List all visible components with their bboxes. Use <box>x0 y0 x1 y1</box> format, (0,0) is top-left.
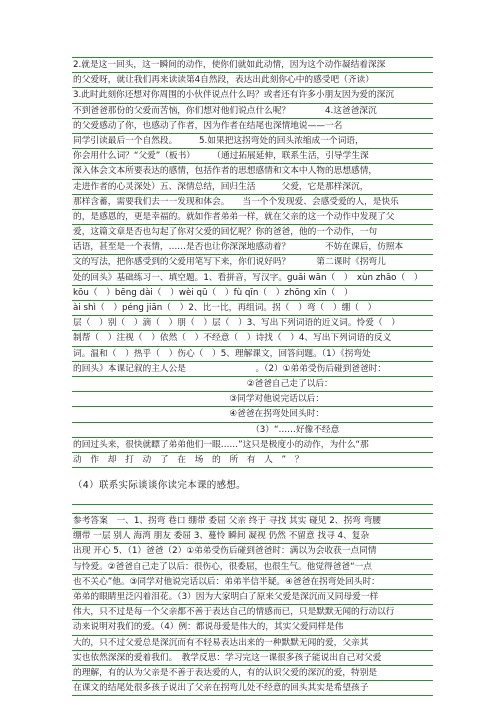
text-line-text: 的，是感恩的，更是幸福的。就如作者弟弟一样，就在父亲的这一个动作中发现了父 <box>73 211 395 222</box>
answer-line-text: 在课文的结尾处很多孩子说出了父亲在拐弯儿处不经意的回头其实是希望孩子 <box>73 683 369 694</box>
text-line-row <box>72 316 433 331</box>
document-body-answers <box>72 514 433 696</box>
text-line-text: 的回头》本课记叙的主人公是 。（2）①弟弟受伤后碰到爸爸时： <box>73 363 387 374</box>
text-line-text: 动 作 却 打 动 了 在 场 的 所 有 人 ” ？ <box>73 454 304 465</box>
discussion-question: （4）联系实际谈谈你读完本课的感想。 <box>73 480 246 492</box>
answer-line-text: 与怜爱。②爸爸自己走了以后：很伤心，很委屈，也很生气。他觉得爸爸“一点 <box>73 561 372 572</box>
text-line-row <box>72 57 433 73</box>
document-body-top <box>72 57 433 468</box>
text-line-text: 文的写法，把你感受到的父爱用笔写下来，你们说好吗？ 第二课时《拐弯儿 <box>73 257 386 268</box>
answer-line-text: 出现 开心 5、（1）爸爸（2）①弟弟受伤后碰到爸爸时：满以为会收获一点同情 <box>73 546 377 557</box>
text-line-row <box>72 210 433 225</box>
answer-line-row <box>72 636 433 651</box>
text-line-text: 深入体会文本所要表达的感情，包括作者的思想感情和文本中人物的思想感情， <box>73 166 378 177</box>
answer-line-text: 动来说明对我们的爱。（4）例：都说母爱是伟大的，其实父爱同样是伟 <box>73 622 344 633</box>
answer-line-text: 参考答案 一、1、拐弯 巷口 绷带 委屈 父亲 终于 寻找 其实 碰见 2、拐弯 弯腰 <box>73 516 381 527</box>
answer-line-row <box>72 666 433 681</box>
text-line-text: 词。温和（ ）热乎（ ）伤心（ ）5、理解课文，回答问题。（1）《拐弯处 <box>73 348 371 359</box>
text-line-row <box>72 347 433 362</box>
text-line-row <box>72 73 433 88</box>
text-line-text: 爱，这篇文章是否也勾起了你对父爱的回忆呢？你的爸爸，他的一个动作，一句 <box>73 227 378 238</box>
text-line-text: 制帮（ ）注视（ ）依然（ ）不经意（ ）诗找（ ）4、写出下列词语的反义 <box>73 333 392 344</box>
text-line-text: 走进作者的心灵深处）五、深情总结，回归生活 父爱，它是那样深沉， <box>73 181 369 192</box>
answer-line-row <box>72 514 433 529</box>
text-line-text: ②爸爸自己走了以后： <box>73 378 333 389</box>
answer-line-text: 也不关心”他。③同学对他说完话以后：弟弟半信半疑。④爸爸在拐弯处回头时： <box>73 576 380 587</box>
text-line-text: 2.就是这一回头，这一瞬间的动作，使你们就如此动情，因为这个动作凝结着深深 <box>73 60 386 70</box>
text-line-text: 话语，甚至是一个表情，……是否也让你深深地感动着？ 不妨在课后，仿照本 <box>73 242 404 253</box>
text-line-text: 那样含蓄，需要我们去一一发现和体会。 当一个个发现爱、会感受爱的人，是快乐 <box>73 196 399 207</box>
text-line-text: 你会用什么词？“父爱”（板书） （通过拓展延伸，联系生活，引导学生深 <box>73 151 369 162</box>
text-line-text: 同学引读最后一个自然段。 5.如果把这拐弯处的回头浓缩成一个词语， <box>73 135 364 146</box>
text-line-row <box>72 225 433 240</box>
answer-line-text: 绷带 一层 别人 海湾 朋友 委屈 3、蔓怜 瞬间 凝视 仍然 不留意 找寻 4、复杂 <box>73 531 370 542</box>
answer-line-row <box>72 575 433 590</box>
text-line-row <box>72 286 433 301</box>
answer-line-row <box>72 529 433 544</box>
text-line-text: kōu（ ）bēng dài（ ）wèi qū（ ）fù qīn（ ）zhōng xīn（ ） <box>73 287 353 298</box>
text-line-row <box>72 240 433 255</box>
discussion-question-line <box>72 468 433 505</box>
text-line-row <box>72 377 433 392</box>
text-line-text: ③同学对他说完话以后： <box>73 394 325 405</box>
text-line-row <box>72 362 433 377</box>
answer-line-text: 伟大，只不过是每一个父亲都不善于表达自己的情感而已，只是默默无闻的行动以行 <box>73 607 395 618</box>
answer-line-row <box>72 620 433 635</box>
text-line-row <box>72 438 433 453</box>
answer-line-row <box>72 681 433 696</box>
answer-line-text: 弟弟的眼睛里泛闪着泪花。（3）因为大家明白了原来父爱是深沉而又同母爱一样 <box>73 592 379 602</box>
text-line-row <box>72 301 433 316</box>
text-line-row <box>72 104 433 119</box>
text-line-text: 3.此时此刻你还想对你周围的小伙伴说点什么吗？或者还有许多小朋友因为爱的深沉 <box>73 90 395 101</box>
text-line-row <box>72 392 433 407</box>
answer-line-row <box>72 605 433 620</box>
text-line-text: 不到爸爸那份的父爱而苦恼，你们想对他们说点什么呢？ 4.这爸爸深沉 <box>73 105 377 116</box>
text-line-row <box>72 88 433 103</box>
text-line-row <box>72 255 433 270</box>
answer-line-row <box>72 544 433 559</box>
text-line-row <box>72 407 433 422</box>
text-line-text: 层（ ）别（ ）滴（ ）朋（ ）层（ ）3、写出下列词语的近义词。怜爱（ ） <box>73 318 400 329</box>
text-line-text: 的父爱感动了你，也感动了作者，因为作者在结尾也深情地说——一名 <box>73 120 343 131</box>
text-line-text: 的父爱呀，就让我们再来读读第4自然段，表达出此刻你心中的感受吧（齐读） <box>73 75 374 86</box>
text-line-text: ④爸爸在拐弯处回头时： <box>73 409 325 420</box>
text-line-text: ài shì（ ）péng jiān（ ）2、比一比，再组词。拐（ ）弯（ ）绷（ ） <box>73 303 377 313</box>
text-line-row <box>72 180 433 195</box>
text-line-text: （3）“……好像不经意 <box>73 424 340 435</box>
answer-line-text: 大的，只不过父爱总是深沉而有不轻易表达出来的一种默默无闻的爱，父亲其 <box>73 637 369 648</box>
text-line-row <box>72 134 433 149</box>
text-line-row <box>72 119 433 134</box>
text-line-row <box>72 331 433 346</box>
answer-line-text: 的理解，有的认为父亲是不善于表达爱的人，有的认识父爱的深沉的爱，特别是 <box>73 667 378 678</box>
answer-line-text: 实也依然深深的爱着我们。 教学反思：学习完这一课很多孩子能说出自己对父爱 <box>73 652 382 663</box>
section-divider <box>72 505 433 514</box>
text-line-row <box>72 423 433 438</box>
text-line-row <box>72 164 433 179</box>
text-line-text: 的回过头来，很快就瞟了弟弟他们一眼……”这只是极度小的动作，为什么“那 <box>73 439 369 450</box>
answer-line-row <box>72 560 433 575</box>
text-line-text: 处的回头》基础练习一、填空题。1、看拼音，写汉字。guǎi wān（ ） xùn zhāo（ ） <box>73 272 423 283</box>
text-line-row <box>72 149 433 164</box>
text-line-row <box>72 271 433 286</box>
answer-line-row <box>72 590 433 605</box>
text-line-row <box>72 453 433 468</box>
answer-line-row <box>72 651 433 666</box>
document-page <box>72 57 433 696</box>
text-line-row <box>72 195 433 210</box>
